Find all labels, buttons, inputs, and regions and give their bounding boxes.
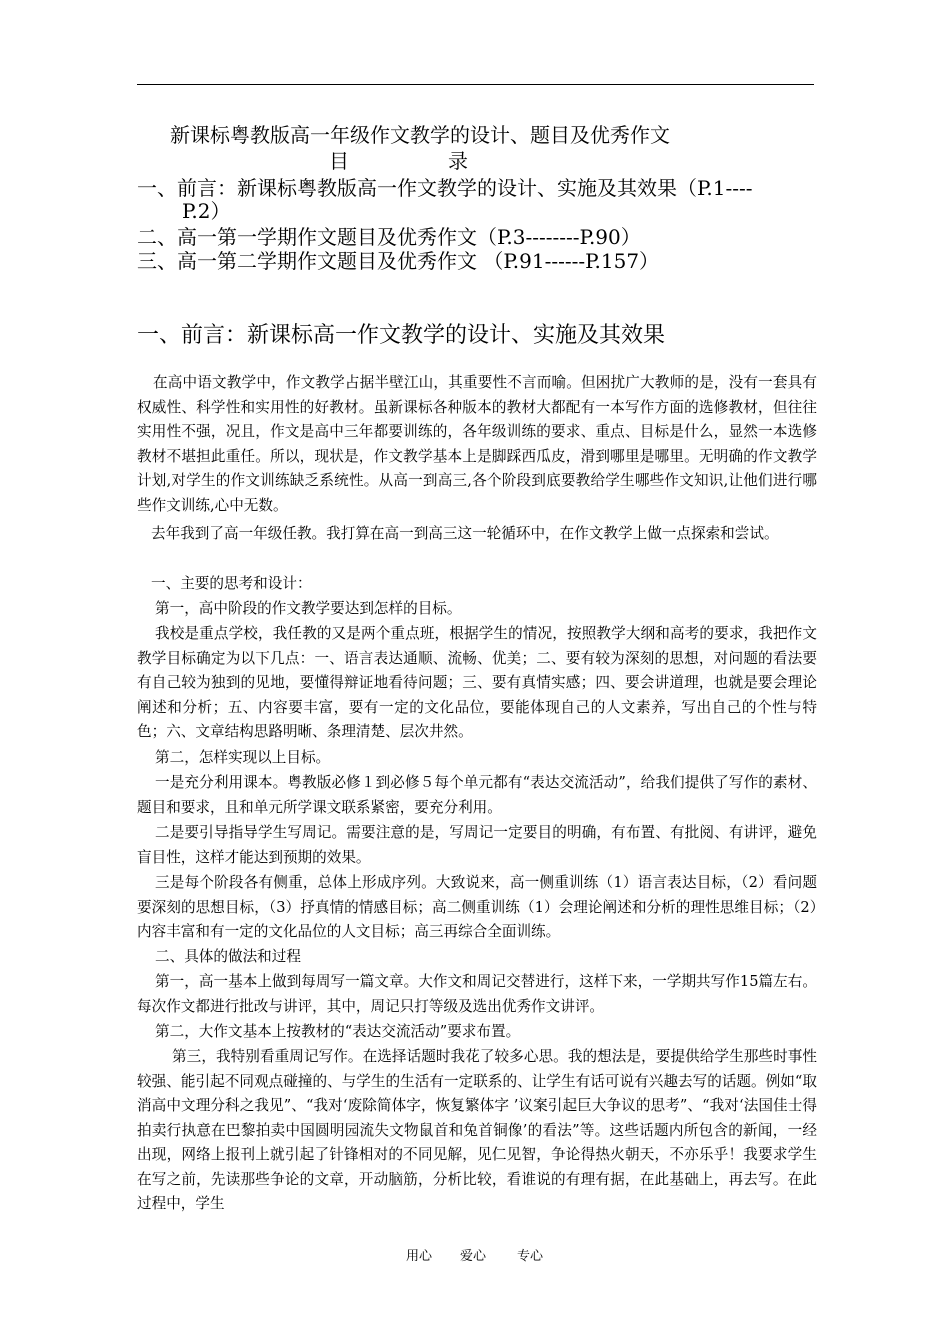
toc-heading-right: 录 <box>448 149 468 173</box>
heading-specific-practice: 二、具体的做法和过程 <box>155 948 301 965</box>
paragraph-intro: 在高中语文教学中，作文教学占据半壁江山，其重要性不言而喻。但困扰广大教师的是，没有一套具有权威性、科学性和实用性的好教材。虽新课标各种版本的教材大都配有一本写作方面的选修教材，但往往实用性不强，况且，作文是高中三年都要训练的，各年级训练的要求、重点、目标是什么，显然一本选修教材不堪担此重任。所以，现状是，作文教学基本上是脚踩西瓜皮，滑到哪里是哪里。无明确的作文教学计划,对学生的作文训练缺乏系统性。从高一到高三,各个阶段到底要教给学生哪些作文知识,让他们进行哪些作文训练,心中无数。 <box>137 374 817 514</box>
heading-first-goal: 第一，高中阶段的作文教学要达到怎样的目标。 <box>155 600 462 617</box>
paragraph-weekly-journal: 二是要引导指导学生写周记。需要注意的是，写周记一定要目的明确，有布置、有批阅、有讲评，避免盲目性，这样才能达到预期的效果。 <box>137 824 817 866</box>
toc-heading-left: 目 <box>329 149 349 173</box>
paragraph-weekly-essay: 第一，高一基本上做到每周写一篇文章。大作文和周记交替进行，这样下来，一学期共写作15篇左右。每次作文都进行批改与讲评，其中，周记只打等级及选出优秀作文讲评。 <box>137 973 817 1015</box>
toc-entry-1: 一、前言：新课标粤教版高一作文教学的设计、实施及其效果（P.1---- <box>137 176 753 200</box>
heading-second-how: 第二，怎样实现以上目标。 <box>155 749 331 766</box>
header-rule <box>137 84 814 85</box>
toc-entry-1-continued: P.2） <box>182 199 231 223</box>
paragraph-assignments: 第二，大作文基本上按教材的“表达交流活动”要求布置。 <box>155 1023 521 1040</box>
document-title: 新课标粤教版高一年级作文教学的设计、题目及优秀作文 <box>170 123 670 147</box>
paragraph-use-textbook: 一是充分利用课本。粤教版必修１到必修５每个单元都有“表达交流活动”，给我们提供了写作的素材、题目和要求，且和单元所学课文联系紧密，要充分利用。 <box>137 774 817 816</box>
section-title: 一、前言：新课标高一作文教学的设计、实施及其效果 <box>137 323 666 348</box>
paragraph-goals: 我校是重点学校，我任教的又是两个重点班，根据学生的情况，按照教学大纲和高考的要求，我把作文教学目标确定为以下几点：一、语言表达通顺、流畅、优美；二、要有较为深刻的思想，对问题的看法要有自己较为独到的见地，要懂得辩证地看待问题；三、要有真情实感；四、要会讲道理，也就是要会理论阐述和分析；五、内容要丰富，要有一定的文化品位，要能体现自己的人文素养，写出自己的个性与特色；六、文章结构思路明晰、条理清楚、层次井然。 <box>137 625 817 740</box>
toc-entry-3: 三、高一第二学期作文题目及优秀作文 （P.91------P.157） <box>137 249 660 273</box>
paragraph-journal-topics: 第三，我特别看重周记写作。在选择话题时我花了较多心思。我的想法是，要提供给学生那些时事性较强、能引起不同观点碰撞的、与学生的生活有一定联系的、让学生有话可说有兴趣去写的话题。例如“取消高中文理分科之我见”、“我对‘废除简体字，恢复繁体字 ’议案引起巨大争议的思考”、“我对‘法国佳士得拍卖行执意在巴黎拍卖中国圆明园流失文物鼠首和兔首铜像’的看法”等。这些话题内所包含的新闻，一经出现，网络上报刊上就引起了针锋相对的不同见解，见仁见智，争论得热火朝天，不亦乐乎！我要求学生在写之前，先读那些争论的文章，开动脑筋，分析比较，看谁说的有理有据，在此基础上，再去写。在此过程中，学生 <box>137 1048 817 1212</box>
footer-text-1: 用心 <box>406 1249 433 1264</box>
toc-entry-2: 二、高一第一学期作文题目及优秀作文（P.3--------P.90） <box>137 225 641 249</box>
footer-text-3: 专心 <box>517 1249 544 1264</box>
heading-main-thinking: 一、主要的思考和设计： <box>151 575 312 592</box>
paragraph-last-year: 去年我到了高一年级任教。我打算在高一到高三这一轮循环中，在作文教学上做一点探索和尝试。 <box>151 525 779 542</box>
footer-text-2: 爱心 <box>460 1249 487 1264</box>
paragraph-stages: 三是每个阶段各有侧重，总体上形成序列。大致说来，高一侧重训练（1）语言表达目标，（2）看问题要深刻的思想目标，（3）抒真情的情感目标；高二侧重训练（1）会理论阐述和分析的理性思维目标；（2）内容丰富和有一定的文化品位的人文目标；高三再综合全面训练。 <box>137 874 817 940</box>
